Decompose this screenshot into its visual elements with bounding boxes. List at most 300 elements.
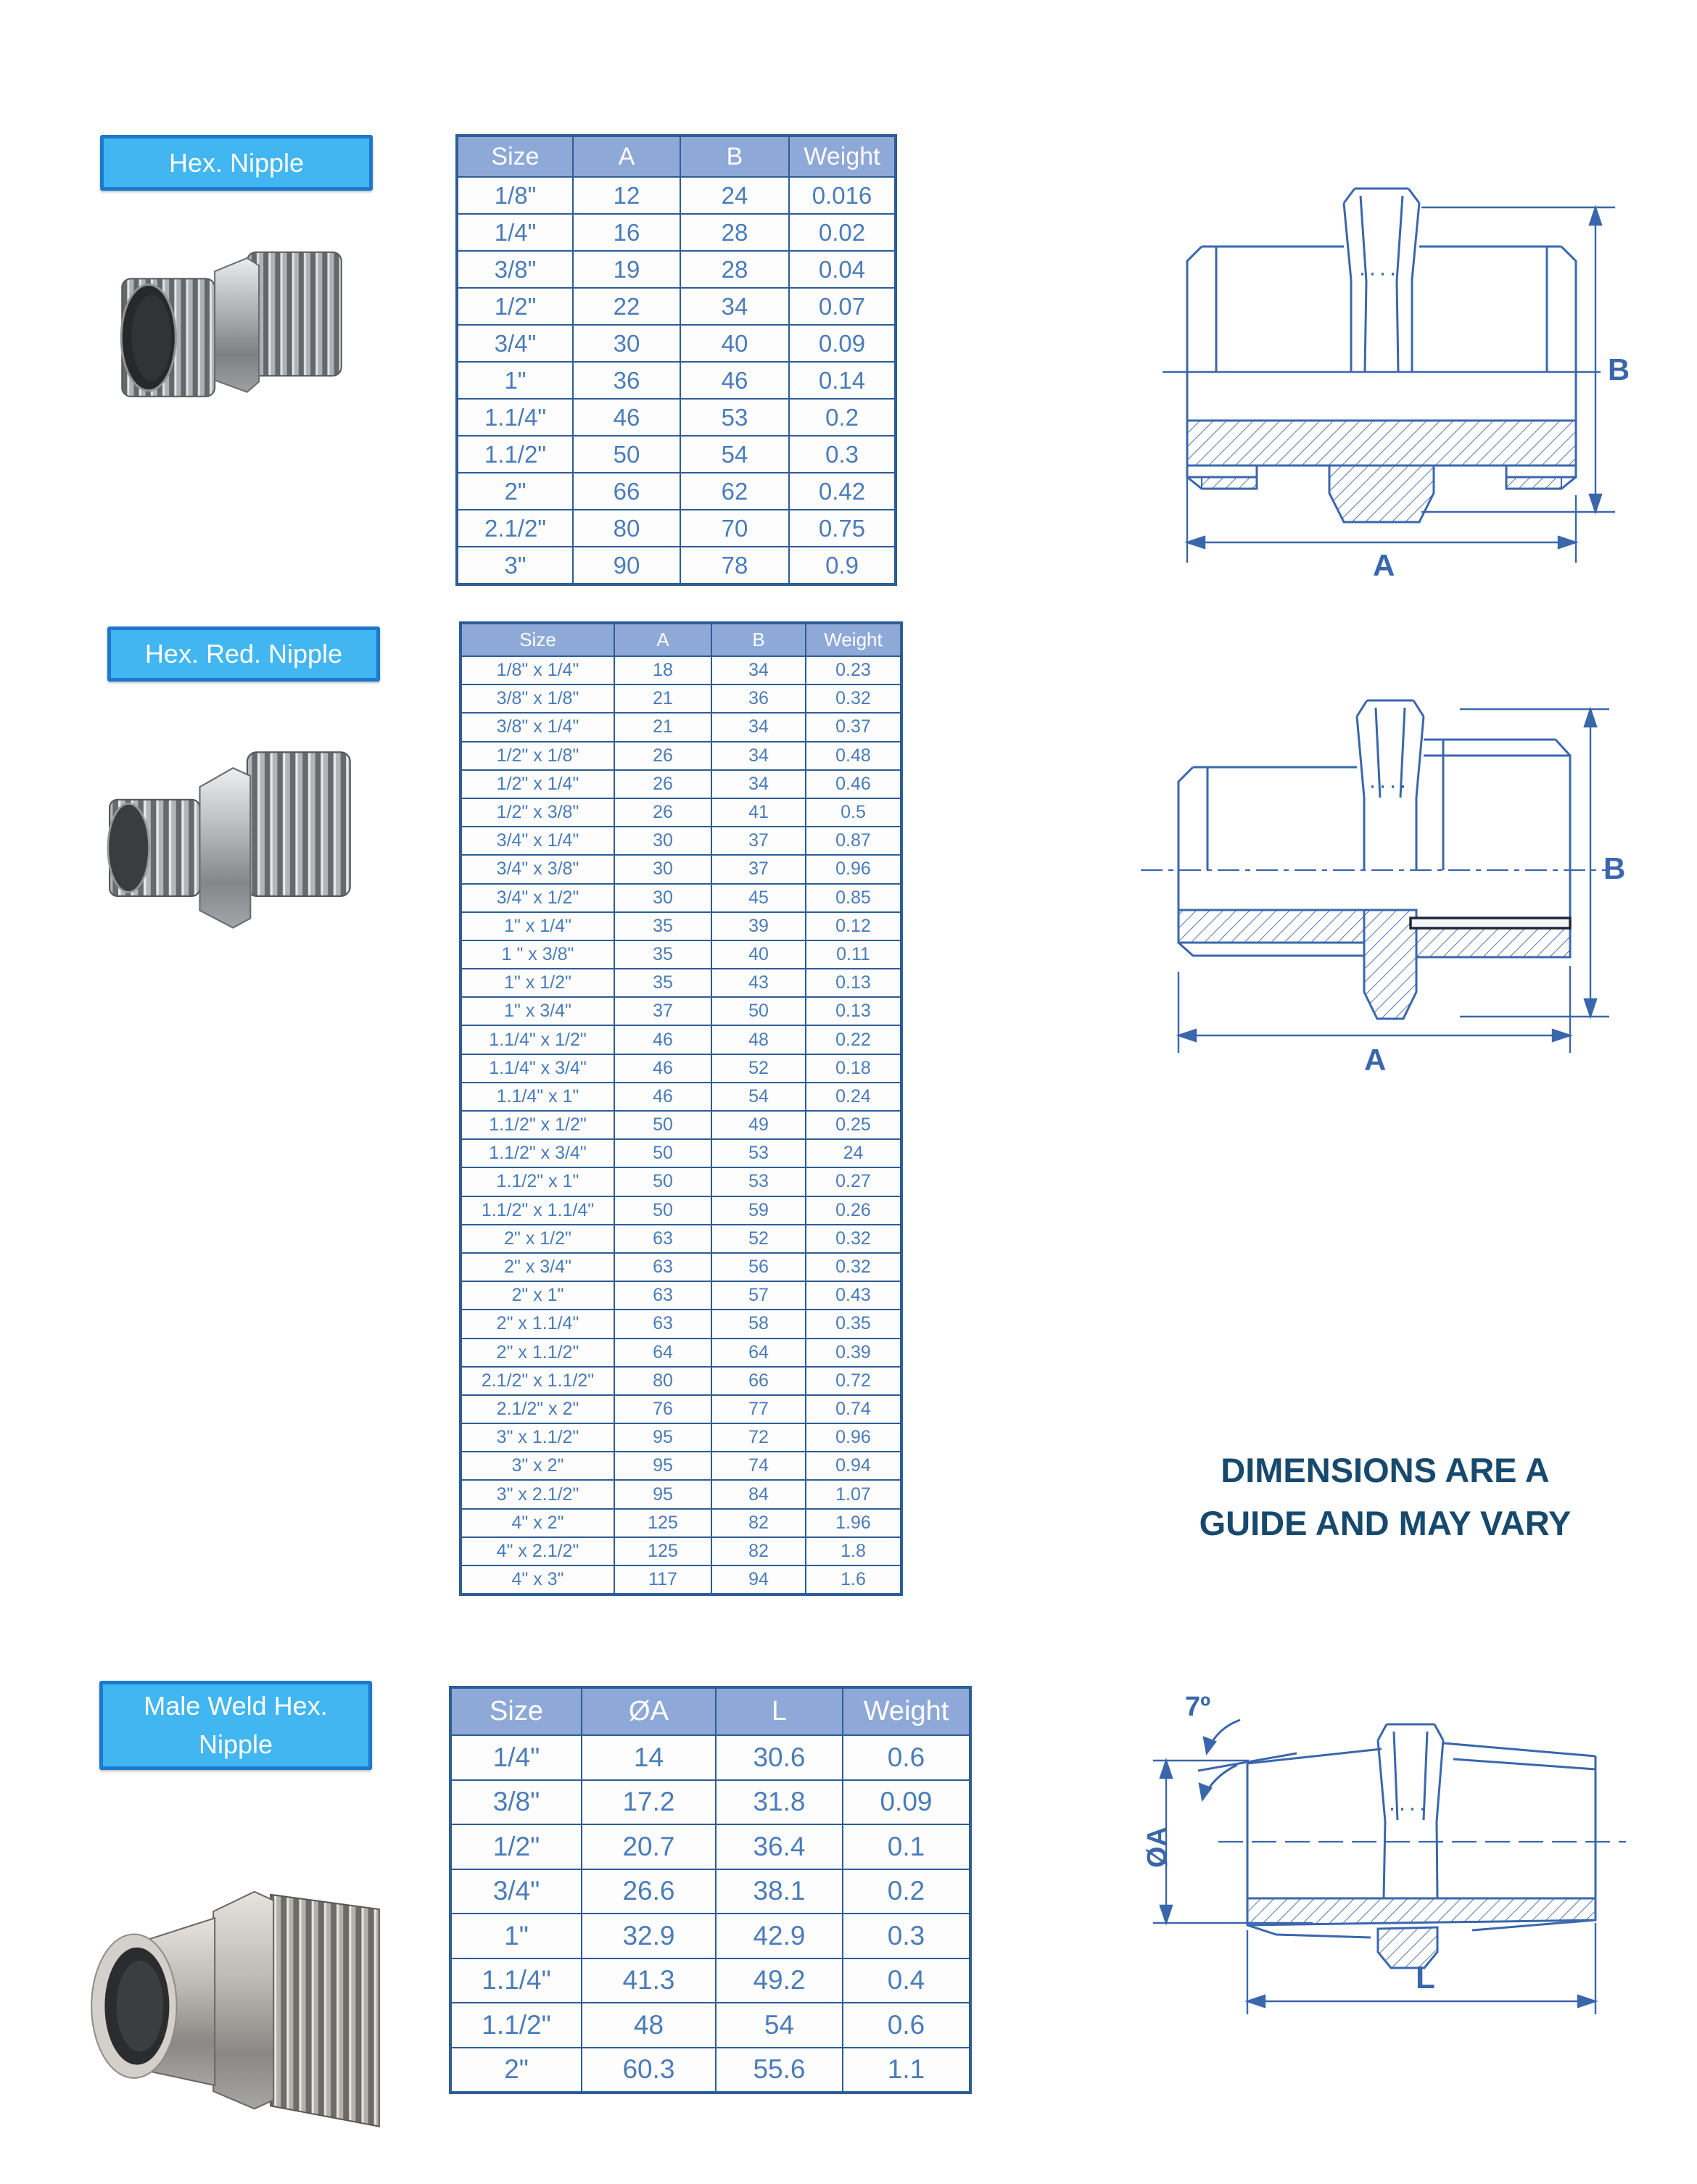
cell: 70 — [680, 510, 789, 547]
cell: 1.1/2" x 3/4" — [461, 1139, 614, 1167]
hex-red-nipple-table — [459, 621, 903, 1596]
cell: 0.24 — [806, 1083, 901, 1111]
table-row — [450, 1869, 970, 1914]
cell: 1.1/2" x 1" — [461, 1167, 614, 1196]
header-row — [450, 1687, 970, 1735]
cell: 50 — [614, 1196, 711, 1225]
dim-label-angle: 7º — [1185, 1692, 1211, 1722]
cell: 94 — [711, 1565, 806, 1594]
cell: 90 — [573, 547, 680, 584]
column-header: Size — [450, 1687, 582, 1735]
cell: 95 — [614, 1423, 711, 1452]
section-label-text: Male Weld Hex. Nipple — [144, 1691, 328, 1759]
column-header: ØA — [582, 1687, 716, 1735]
table-row — [461, 1083, 901, 1111]
column-header: Size — [461, 623, 614, 656]
cell: 1.6 — [806, 1565, 901, 1594]
cell: 0.43 — [806, 1281, 901, 1310]
table-row — [461, 1480, 901, 1508]
cell: 1/2" x 3/8" — [461, 798, 614, 827]
cell: 63 — [614, 1281, 711, 1310]
cell: 38.1 — [716, 1869, 843, 1914]
cell: 1/4" — [450, 1735, 582, 1780]
cell: 63 — [614, 1310, 711, 1338]
cell: 53 — [680, 399, 789, 436]
cell: 50 — [614, 1167, 711, 1196]
cell: 0.14 — [789, 362, 896, 399]
cell: 0.37 — [806, 713, 901, 741]
dimensions-note — [1124, 1444, 1646, 1550]
hex-red-nipple-photo — [100, 714, 361, 928]
cell: 95 — [614, 1480, 711, 1508]
cell: 3/8" — [457, 251, 573, 288]
cell: 58 — [711, 1310, 806, 1338]
cell: 42.9 — [716, 1914, 843, 1958]
cell: 54 — [680, 436, 789, 473]
dim-label-a: A — [1373, 548, 1395, 579]
cell: 0.02 — [789, 214, 896, 251]
cell: 20.7 — [582, 1824, 716, 1869]
cell: 64 — [614, 1339, 711, 1367]
table-row — [461, 1509, 901, 1537]
cell: 0.27 — [806, 1167, 901, 1196]
cell: 16 — [573, 214, 680, 251]
cell: 0.85 — [806, 884, 901, 912]
cell: 12 — [573, 177, 680, 214]
cell: 0.2 — [789, 399, 896, 436]
cell: 18 — [614, 656, 711, 684]
cell: 30 — [614, 884, 711, 912]
cell: 36.4 — [716, 1824, 843, 1869]
cell: 34 — [680, 288, 789, 325]
header-row — [461, 623, 901, 656]
table-row — [461, 684, 901, 713]
male-weld-hex-nipple-table — [449, 1686, 972, 2094]
cell: 2" x 1/2" — [461, 1225, 614, 1253]
cell: 49 — [711, 1111, 806, 1139]
table-row — [461, 1167, 901, 1196]
cell: 0.18 — [806, 1054, 901, 1083]
cell: 1.1/4" x 1/2" — [461, 1025, 614, 1054]
cell: 53 — [711, 1139, 806, 1167]
table-row — [461, 855, 901, 883]
cell: 62 — [680, 473, 789, 510]
cell: 95 — [614, 1452, 711, 1480]
dim-label-b: B — [1603, 851, 1626, 885]
cell: 57 — [711, 1281, 806, 1310]
cell: 2.1/2" x 1.1/2" — [461, 1367, 614, 1395]
cell: 32.9 — [582, 1914, 716, 1958]
cell: 0.2 — [843, 1869, 970, 1914]
cell: 4" x 2" — [461, 1509, 614, 1537]
cell: 82 — [711, 1537, 806, 1565]
cell: 39 — [711, 912, 806, 940]
cell: 60.3 — [582, 2048, 716, 2093]
table-row — [461, 1423, 901, 1452]
cell: 46 — [680, 362, 789, 399]
cell: 1.1/4" — [457, 399, 573, 436]
cell: 1.1/4" — [450, 1958, 582, 2003]
cell: 1.96 — [806, 1509, 901, 1537]
cell: 59 — [711, 1196, 806, 1225]
cell: 41 — [711, 798, 806, 827]
column-header: A — [614, 623, 711, 656]
cell: 3" x 2" — [461, 1452, 614, 1480]
table-row — [461, 940, 901, 969]
cell: 3/8" x 1/8" — [461, 684, 614, 713]
cell: 30 — [614, 855, 711, 883]
table-row — [450, 2048, 970, 2093]
cell: 3/4" x 3/8" — [461, 855, 614, 883]
table-row — [450, 1735, 970, 1780]
cell: 2" x 3/4" — [461, 1253, 614, 1281]
cell: 31.8 — [716, 1780, 843, 1825]
cell: 14 — [582, 1735, 716, 1780]
dim-label-dia: ØA — [1142, 1827, 1173, 1868]
cell: 0.75 — [789, 510, 896, 547]
cell: 46 — [614, 1083, 711, 1111]
hex-red-nipple-drawing — [1120, 653, 1628, 1073]
cell: 1.8 — [806, 1537, 901, 1565]
cell: 50 — [573, 436, 680, 473]
cell: 3/8" — [450, 1780, 582, 1825]
dim-label-b: B — [1608, 352, 1628, 386]
cell: 26 — [614, 798, 711, 827]
cell: 26 — [614, 770, 711, 798]
cell: 24 — [680, 177, 789, 214]
cell: 37 — [614, 997, 711, 1025]
cell: 21 — [614, 713, 711, 741]
cell: 1 " x 3/8" — [461, 940, 614, 969]
cell: 48 — [711, 1025, 806, 1054]
cell: 55.6 — [716, 2048, 843, 2093]
cell: 34 — [711, 770, 806, 798]
table-row — [457, 288, 896, 325]
cell: 1.1/4" x 3/4" — [461, 1054, 614, 1083]
cell: 0.04 — [789, 251, 896, 288]
cell: 0.94 — [806, 1452, 901, 1480]
cell: 72 — [711, 1423, 806, 1452]
cell: 1" — [450, 1914, 582, 1958]
table-row — [457, 177, 896, 214]
cell: 2" — [457, 473, 573, 510]
cell: 0.09 — [843, 1780, 970, 1825]
section-label-male-weld-hex-nipple — [99, 1681, 372, 1770]
table-row — [461, 1395, 901, 1423]
cell: 1/2" — [450, 1824, 582, 1869]
table-row — [461, 1196, 901, 1225]
cell: 0.9 — [789, 547, 896, 584]
column-header: Weight — [843, 1687, 970, 1735]
cell: 1.1/2" — [457, 436, 573, 473]
table-row — [461, 912, 901, 940]
cell: 30 — [573, 325, 680, 362]
hex-nipple-photo — [110, 214, 353, 435]
table-row — [457, 325, 896, 362]
note-line-1: DIMENSIONS ARE A — [1221, 1451, 1550, 1489]
column-header: B — [711, 623, 806, 656]
cell: 0.4 — [843, 1958, 970, 2003]
cell: 26.6 — [582, 1869, 716, 1914]
cell: 0.3 — [789, 436, 896, 473]
cell: 1.07 — [806, 1480, 901, 1508]
cell: 78 — [680, 547, 789, 584]
cell: 53 — [711, 1167, 806, 1196]
table-row — [461, 997, 901, 1025]
cell: 3" x 2.1/2" — [461, 1480, 614, 1508]
table-row — [461, 1310, 901, 1338]
table-row — [457, 399, 896, 436]
cell: 2" x 1.1/2" — [461, 1339, 614, 1367]
cell: 0.1 — [843, 1824, 970, 1869]
cell: 36 — [573, 362, 680, 399]
cell: 36 — [711, 684, 806, 713]
table-row — [457, 362, 896, 399]
cell: 50 — [614, 1111, 711, 1139]
cell: 1.1/4" x 1" — [461, 1083, 614, 1111]
cell: 50 — [711, 997, 806, 1025]
cell: 43 — [711, 969, 806, 997]
cell: 0.96 — [806, 1423, 901, 1452]
cell: 46 — [614, 1054, 711, 1083]
table-row — [457, 510, 896, 547]
cell: 0.39 — [806, 1339, 901, 1367]
cell: 0.96 — [806, 855, 901, 883]
cell: 3/4" — [450, 1869, 582, 1914]
cell: 1/2" — [457, 288, 573, 325]
cell: 1.1 — [843, 2048, 970, 2093]
cell: 0.35 — [806, 1310, 901, 1338]
table-row — [457, 214, 896, 251]
table-row — [461, 1225, 901, 1253]
table-row — [457, 473, 896, 510]
cell: 0.25 — [806, 1111, 901, 1139]
table-row — [461, 1281, 901, 1310]
cell: 0.6 — [843, 1735, 970, 1780]
table-row — [461, 1139, 901, 1167]
cell: 37 — [711, 827, 806, 855]
cell: 41.3 — [582, 1958, 716, 2003]
cell: 1/4" — [457, 214, 573, 251]
cell: 37 — [711, 855, 806, 883]
cell: 80 — [614, 1367, 711, 1395]
cell: 1/2" x 1/4" — [461, 770, 614, 798]
table-row — [450, 1780, 970, 1825]
cell: 3" — [457, 547, 573, 584]
cell: 4" x 3" — [461, 1565, 614, 1594]
cell: 1" — [457, 362, 573, 399]
cell: 1/8" — [457, 177, 573, 214]
cell: 30 — [614, 827, 711, 855]
cell: 3" x 1.1/2" — [461, 1423, 614, 1452]
table-row — [461, 1339, 901, 1367]
cell: 34 — [711, 713, 806, 741]
cell: 19 — [573, 251, 680, 288]
section-label-text: Hex. Nipple — [168, 147, 305, 178]
cell: 82 — [711, 1509, 806, 1537]
cell: 0.07 — [789, 288, 896, 325]
column-header: Weight — [806, 623, 901, 656]
cell: 125 — [614, 1537, 711, 1565]
cell: 0.12 — [806, 912, 901, 940]
cell: 4" x 2.1/2" — [461, 1537, 614, 1565]
cell: 34 — [711, 656, 806, 684]
table-row — [461, 770, 901, 798]
cell: 0.32 — [806, 1225, 901, 1253]
cell: 0.5 — [806, 798, 901, 827]
cell: 52 — [711, 1225, 806, 1253]
table-row — [461, 884, 901, 912]
table-row — [461, 1253, 901, 1281]
cell: 84 — [711, 1480, 806, 1508]
cell: 49.2 — [716, 1958, 843, 2003]
cell: 0.87 — [806, 827, 901, 855]
cell: 0.13 — [806, 997, 901, 1025]
cell: 1" x 1/4" — [461, 912, 614, 940]
cell: 28 — [680, 214, 789, 251]
column-header: L — [716, 1687, 843, 1735]
cell: 28 — [680, 251, 789, 288]
table-row — [461, 742, 901, 770]
cell: 0.3 — [843, 1914, 970, 1958]
table-row — [461, 1025, 901, 1054]
table-row — [450, 1958, 970, 2003]
cell: 3/4" — [457, 325, 573, 362]
cell: 1/8" x 1/4" — [461, 656, 614, 684]
table-row — [461, 1054, 901, 1083]
table-row — [450, 1914, 970, 1958]
cell: 1.1/2" x 1.1/4" — [461, 1196, 614, 1225]
cell: 0.42 — [789, 473, 896, 510]
cell: 21 — [614, 684, 711, 713]
dim-label-length: L — [1416, 1960, 1435, 1995]
cell: 74 — [711, 1452, 806, 1480]
cell: 0.09 — [789, 325, 896, 362]
cell: 0.48 — [806, 742, 901, 770]
cell: 48 — [582, 2003, 716, 2048]
cell: 54 — [711, 1083, 806, 1111]
table-row — [457, 251, 896, 288]
cell: 40 — [680, 325, 789, 362]
hex-nipple-drawing — [1135, 165, 1628, 579]
section-label-text: Hex. Red. Nipple — [144, 639, 343, 669]
cell: 30.6 — [716, 1735, 843, 1780]
cell: 3/8" x 1/4" — [461, 713, 614, 741]
hex-nipple-table — [455, 134, 897, 586]
cell: 117 — [614, 1565, 711, 1594]
cell: 45 — [711, 884, 806, 912]
cell: 2" x 1" — [461, 1281, 614, 1310]
column-header: A — [573, 136, 680, 177]
table-row — [450, 2003, 970, 2048]
cell: 1" x 3/4" — [461, 997, 614, 1025]
table-row — [461, 798, 901, 827]
cell: 2" — [450, 2048, 582, 2093]
column-header: B — [680, 136, 789, 177]
cell: 63 — [614, 1225, 711, 1253]
cell: 50 — [614, 1139, 711, 1167]
table-row — [450, 1824, 970, 1869]
cell: 22 — [573, 288, 680, 325]
table-row — [461, 1565, 901, 1594]
cell: 52 — [711, 1054, 806, 1083]
table-row — [457, 436, 896, 473]
note-line-2: GUIDE AND MAY VARY — [1199, 1503, 1572, 1542]
cell: 35 — [614, 940, 711, 969]
cell: 2.1/2" x 2" — [461, 1395, 614, 1423]
cell: 35 — [614, 912, 711, 940]
cell: 2" x 1.1/4" — [461, 1310, 614, 1338]
header-row — [457, 136, 896, 177]
cell: 77 — [711, 1395, 806, 1423]
cell: 0.6 — [843, 2003, 970, 2048]
cell: 34 — [711, 742, 806, 770]
cell: 0.22 — [806, 1025, 901, 1054]
cell: 3/4" x 1/4" — [461, 827, 614, 855]
column-header: Size — [457, 136, 573, 177]
section-label-hex-red-nipple — [107, 626, 380, 682]
table-row — [461, 713, 901, 741]
table-row — [457, 547, 896, 584]
cell: 63 — [614, 1253, 711, 1281]
cell: 76 — [614, 1395, 711, 1423]
cell: 1/2" x 1/8" — [461, 742, 614, 770]
cell: 0.32 — [806, 684, 901, 713]
table-row — [461, 1367, 901, 1395]
table-row — [461, 1452, 901, 1480]
cell: 0.23 — [806, 656, 901, 684]
male-weld-hex-nipple-photo — [81, 1842, 389, 2157]
cell: 0.016 — [789, 177, 896, 214]
cell: 1.1/2" — [450, 2003, 582, 2048]
cell: 3/4" x 1/2" — [461, 884, 614, 912]
cell: 26 — [614, 742, 711, 770]
cell: 2.1/2" — [457, 510, 573, 547]
cell: 125 — [614, 1509, 711, 1537]
table-row — [461, 656, 901, 684]
cell: 56 — [711, 1253, 806, 1281]
section-label-hex-nipple — [100, 135, 373, 191]
cell: 24 — [806, 1139, 901, 1167]
cell: 0.46 — [806, 770, 901, 798]
cell: 1.1/2" x 1/2" — [461, 1111, 614, 1139]
cell: 0.74 — [806, 1395, 901, 1423]
cell: 46 — [614, 1025, 711, 1054]
table-row — [461, 969, 901, 997]
table-row — [461, 1111, 901, 1139]
male-weld-hex-nipple-drawing — [1131, 1668, 1639, 2059]
cell: 66 — [711, 1367, 806, 1395]
cell: 40 — [711, 940, 806, 969]
cell: 64 — [711, 1339, 806, 1367]
cell: 0.32 — [806, 1253, 901, 1281]
cell: 1" x 1/2" — [461, 969, 614, 997]
cell: 0.72 — [806, 1367, 901, 1395]
dim-label-a: A — [1364, 1043, 1387, 1073]
table-row — [461, 1537, 901, 1565]
cell: 0.13 — [806, 969, 901, 997]
cell: 80 — [573, 510, 680, 547]
cell: 66 — [573, 473, 680, 510]
cell: 0.26 — [806, 1196, 901, 1225]
column-header: Weight — [789, 136, 896, 177]
cell: 35 — [614, 969, 711, 997]
cell: 0.11 — [806, 940, 901, 969]
cell: 17.2 — [582, 1780, 716, 1825]
table-row — [461, 827, 901, 855]
cell: 54 — [716, 2003, 843, 2048]
cell: 46 — [573, 399, 680, 436]
